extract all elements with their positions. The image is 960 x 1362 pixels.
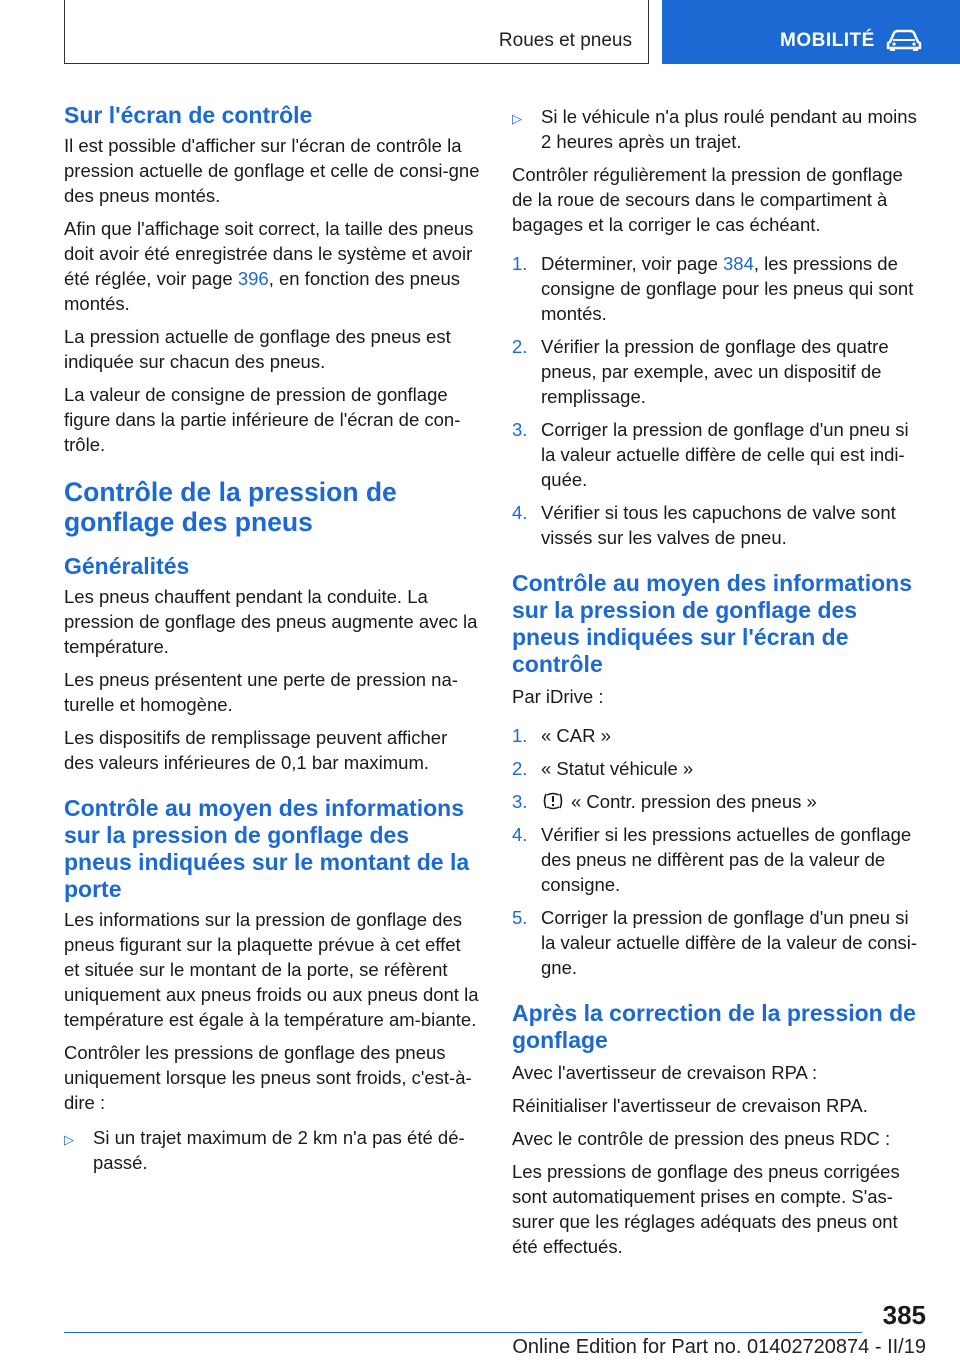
- list-item: ▷ Si un trajet maximum de 2 km n'a pas été dé-passé.: [64, 1127, 465, 1173]
- paragraph: Avec le contrôle de pression des pneus RDC :: [512, 1128, 891, 1149]
- paragraph: Contrôler régulièrement la pression de gonflage de la roue de secours dans le compartiment à bagages et la corriger le cas échéant.: [512, 164, 903, 235]
- tire-pressure-icon: [541, 791, 565, 811]
- paragraph: Les dispositifs de remplissage peuvent afficher des valeurs inférieures de 0,1 bar maximum.: [64, 727, 448, 773]
- list-item: 5. Corriger la pression de gonflage d'un pneu si la valeur actuelle diffère de la valeur de consi-gne.: [512, 907, 918, 978]
- header-chapter-label: MOBILITÉ: [780, 30, 875, 51]
- list-item: 4. Vérifier si les pressions actuelles de gonflage des pneus ne diffèrent pas de la valeur de consigne.: [512, 824, 912, 895]
- heading-ecran: Sur l'écran de contrôle: [64, 102, 313, 128]
- list-item: 2. « Statut véhicule »: [512, 758, 694, 779]
- heading-ecran-controle: Contrôle au moyen des informations sur la pression de gonflage des pneus indiquées sur l'écran de contrôle: [512, 570, 912, 677]
- list-item: 1. Déterminer, voir page 384, les pressions de consigne de gonflage pour les pneus qui sont montés.: [512, 253, 914, 324]
- triangle-bullet-icon: ▷: [64, 1132, 74, 1147]
- paragraph: La valeur de consigne de pression de gonflage figure dans la partie inférieure de l'écran de con-trôle.: [64, 384, 461, 455]
- heading-apres: Après la correction de la pression de gonflage: [512, 1000, 916, 1053]
- paragraph: Par iDrive :: [512, 686, 604, 707]
- list-item: 3. Corriger la pression de gonflage d'un pneu si la valeur actuelle diffère de celle qui est indi-quée.: [512, 419, 909, 490]
- steps-list-a: [512, 251, 928, 550]
- heading-montant: Contrôle au moyen des informations sur la pression de gonflage des pneus indiquées sur le montant de la porte: [64, 795, 470, 902]
- footer-edition: Online Edition for Part no. 01402720874 - II/19: [512, 1336, 926, 1358]
- page-number: 385: [882, 1300, 926, 1330]
- paragraph: Les informations sur la pression de gonflage des pneus figurant sur la plaquette prévue à cet effet et située sur le montant de la porte, se réfèrent uniquement aux pneus froids ou aux pneus dont la température est égale à la température am-biante.: [64, 909, 479, 1030]
- list-item: 3. « Contr. pression des pneus »: [512, 791, 817, 812]
- header-section-box: [64, 0, 649, 64]
- list-item: 2. Vérifier la pression de gonflage des quatre pneus, par exemple, avec un dispositif de remplissage.: [512, 336, 889, 407]
- left-column: [64, 102, 480, 1175]
- page-link-384[interactable]: 384: [723, 253, 754, 274]
- list-item: 1. « CAR »: [512, 725, 611, 746]
- list-item: ▷ Si le véhicule n'a plus roulé pendant au moins 2 heures après un trajet.: [512, 106, 917, 152]
- paragraph: Les pressions de gonflage des pneus corrigées sont automatiquement prises en compte. S'as-surer que les réglages adéquats des pneus ont été effectués.: [512, 1161, 900, 1257]
- header-section-title: Roues et pneus: [498, 30, 632, 51]
- car-icon: [884, 28, 924, 52]
- paragraph: Réinitialiser l'avertisseur de crevaison RPA.: [512, 1095, 868, 1116]
- paragraph: Les pneus chauffent pendant la conduite. La pression de gonflage des pneus augmente avec la température.: [64, 586, 478, 657]
- list-item: 4. Vérifier si tous les capuchons de valve sont vissés sur les valves de pneu.: [512, 502, 896, 548]
- heading-generalites: Généralités: [64, 553, 190, 579]
- paragraph: La pression actuelle de gonflage des pneus est indiquée sur chacun des pneus.: [64, 326, 451, 372]
- footer-divider: [64, 1332, 862, 1333]
- right-column: [512, 104, 928, 1259]
- paragraph: Il est possible d'afficher sur l'écran de contrôle la pression actuelle de gonflage et celle de consi-gne des pneus montés.: [64, 135, 480, 206]
- steps-list-b: [512, 723, 928, 980]
- heading-controle: Contrôle de la pression de gonflage des pneus: [64, 477, 397, 537]
- page-link-396[interactable]: 396: [237, 268, 269, 289]
- paragraph: Afin que l'affichage soit correct, la taille des pneus doit avoir été enregistrée dans le système et avoir été réglée, voir page 396, en fonction des pneus montés.: [64, 218, 474, 314]
- paragraph: Avec l'avertisseur de crevaison RPA :: [512, 1062, 818, 1083]
- paragraph: Contrôler les pressions de gonflage des pneus uniquement lorsque les pneus sont froids, c'est-à-dire :: [64, 1042, 472, 1113]
- triangle-bullet-icon: ▷: [512, 111, 522, 126]
- paragraph: Les pneus présentent une perte de pression na-turelle et homogène.: [64, 669, 458, 715]
